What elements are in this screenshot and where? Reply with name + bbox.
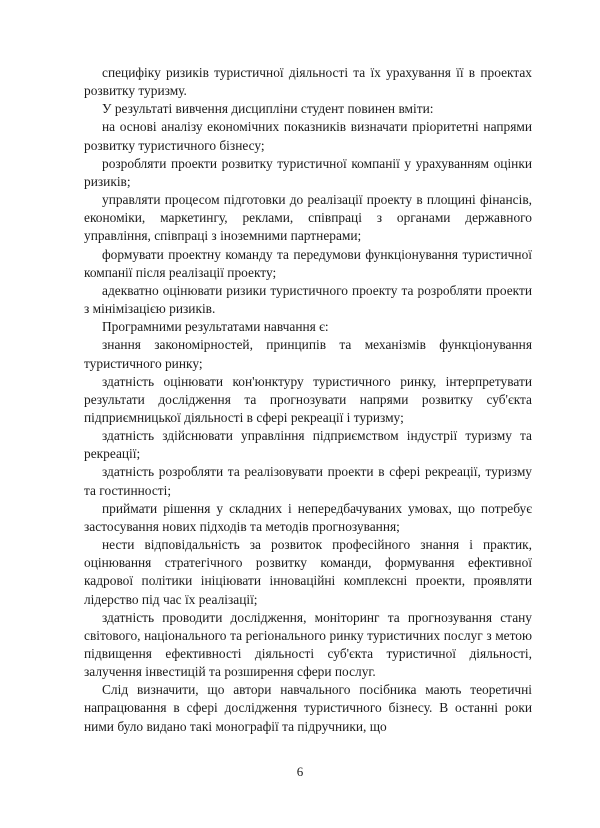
- paragraph: розробляти проекти розвитку туристичної компанії у урахуванням оцінки ризиків;: [84, 155, 532, 189]
- paragraph: знання закономірностей, принципів та механізмів функціонування туристичного ринку;: [84, 337, 532, 371]
- paragraph: здатність розробляти та реалізовувати проекти в сфері рекреації, туризму та гостинності;: [84, 464, 532, 498]
- paragraph: У результаті вивчення дисципліни студент повинен вміти:: [102, 101, 434, 117]
- paragraph: формувати проектну команду та передумови функціонування туристичної компанії після реалізації проекту;: [84, 246, 532, 280]
- paragraph: Програмними результатами навчання є:: [102, 319, 329, 335]
- body-text: [84, 64, 532, 736]
- paragraph: нести відповідальність за розвиток професійного знання і практик, оцінювання стратегічного розвитку команди, формування ефективної кадрової політики ініціювати інноваційні комплексні проекти, проявляти лідерство під час їх реалізації;: [84, 537, 532, 607]
- paragraph: Слід визначити, що автори навчального посібника мають теоретичні напрацювання в сфері дослідження туристичного бізнесу. В останні роки ними було видано такі монографії та підручники, що: [84, 682, 532, 734]
- paragraph: адекватно оцінювати ризики туристичного проекту та розробляти проекти з мінімізацією ризиків.: [84, 282, 532, 317]
- paragraph: здатність оцінювати кон'юнктуру туристичного ринку, інтерпретувати результати дослідження та прогнозувати напрями розвитку суб'єкта підприємницької діяльності в сфері рекреації і туризму;: [84, 373, 532, 425]
- paragraph: приймати рішення у складних і непередбачуваних умовах, що потребує застосування нових підходів та методів прогнозування;: [84, 500, 532, 534]
- paragraph: здатність проводити дослідження, моніторинг та прогнозування стану світового, національного та регіонального ринку туристичних послуг з метою підвищення ефективності діяльності суб'єкта туристичної діяльності, залучення інвестицій та розширення сфери послуг.: [84, 609, 532, 680]
- paragraph: здатність здійснювати управління підприємством індустрії туризму та рекреації;: [84, 428, 532, 462]
- paragraph: на основі аналізу економічних показників визначати пріоритетні напрями розвитку туристичного бізнесу;: [84, 119, 532, 153]
- page-number: 6: [296, 764, 304, 779]
- paragraph: управляти процесом підготовки до реалізації проекту в площині фінансів, економіки, маркетингу, реклами, співпраці з органами державного управління, співпраці з іноземними партнерами;: [84, 192, 532, 244]
- paragraph: специфіку ризиків туристичної діяльності та їх урахування її в проектах розвитку туризму.: [84, 65, 532, 99]
